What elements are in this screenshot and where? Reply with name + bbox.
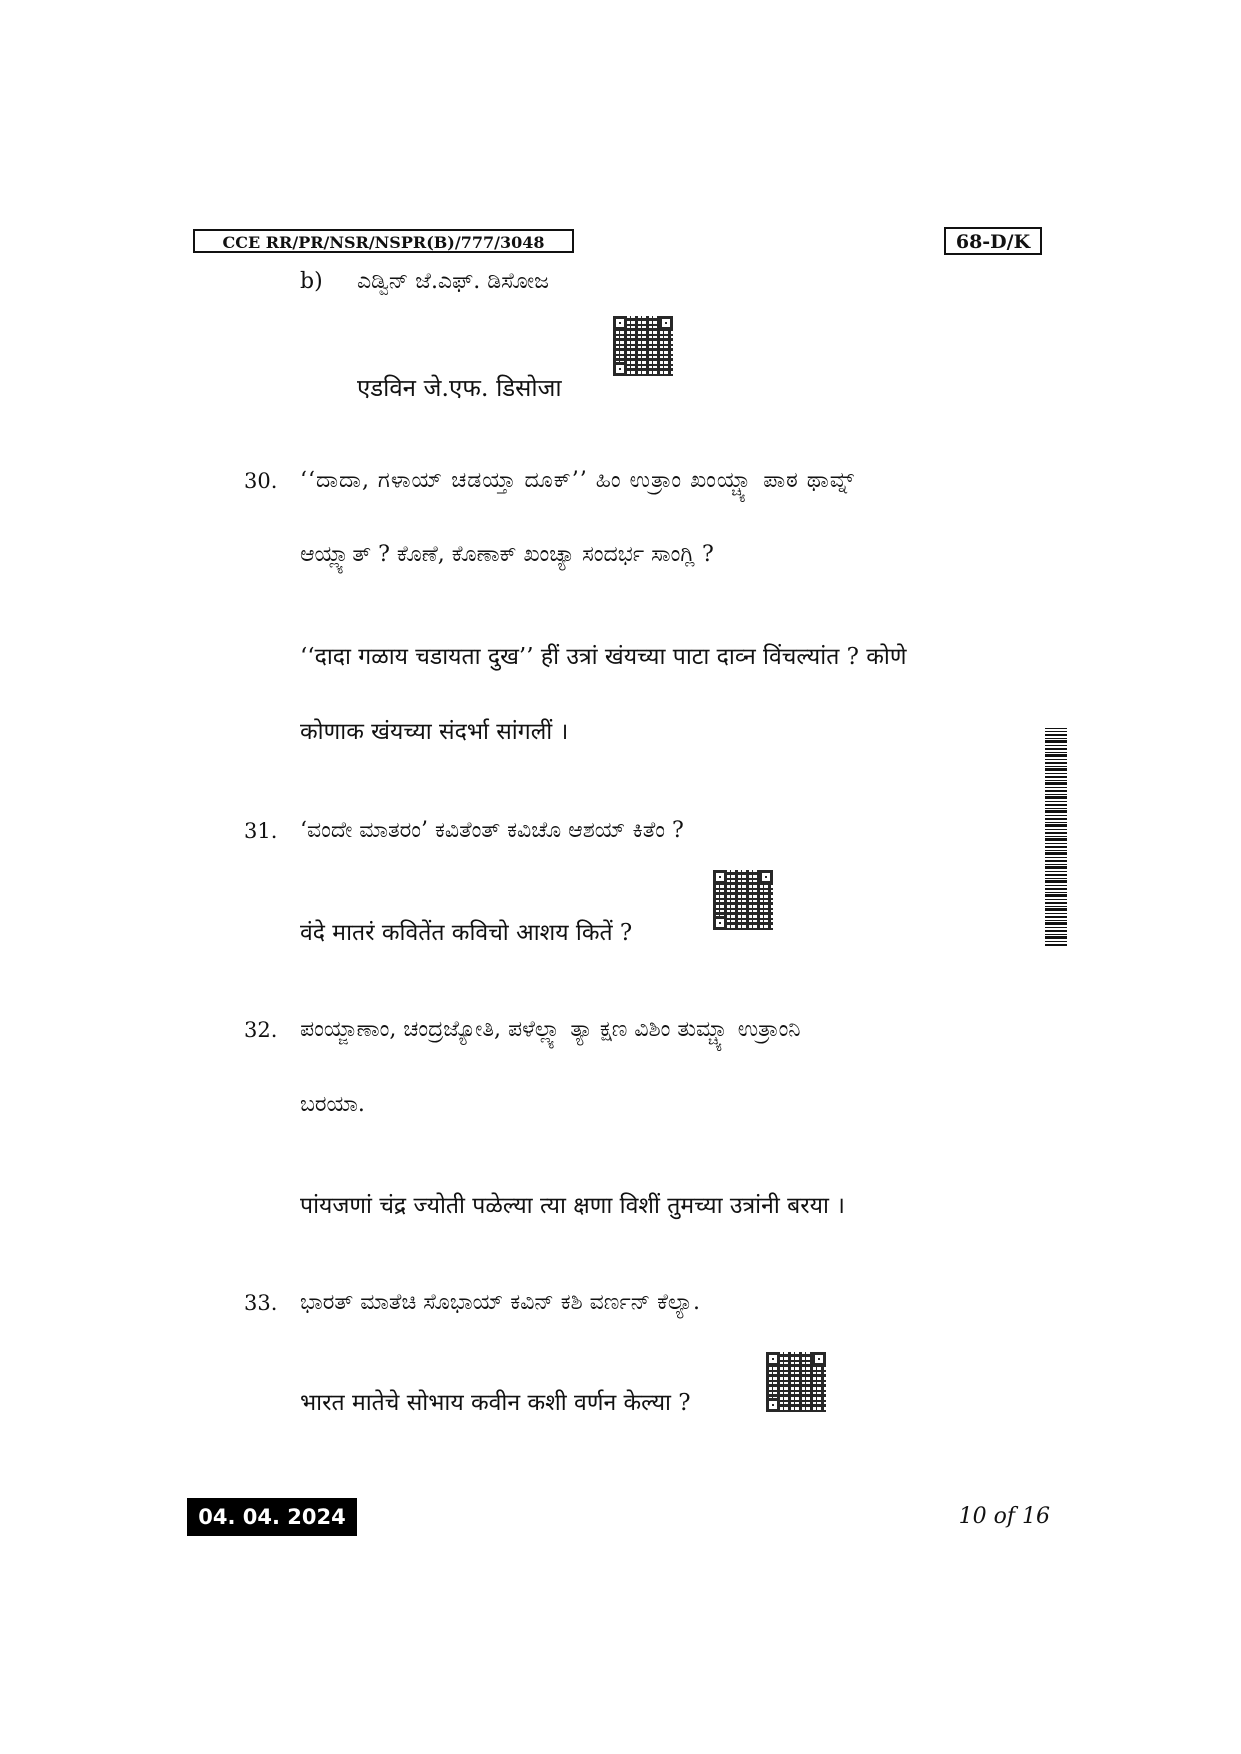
question-kannada-line: ಭಾರತ್ ಮಾತೆಚಿ ಸೊಭಾಯ್ ಕವಿನ್ ಕಶಿ ವರ್ಣನ್ ಕೆಲ್ಯಾ. (300, 1290, 700, 1315)
question-kannada-line: ಬರಯಾ. (300, 1092, 365, 1117)
question-kannada-line: ಪಂಯ್ಜಾಣಾಂ, ಚಂದ್ರಜ್ಯೋತಿ, ಪಳೆಲ್ಲ್ಯಾ ತ್ಯಾ ಕ್ಷಣ ವಿಶಿಂ ತುಮ್ಚ್ಯಾ ಉತ್ರಾಂನಿ (300, 1017, 801, 1042)
qr-code-icon (713, 870, 773, 930)
qr-code-icon (613, 316, 673, 376)
qr-code-icon (766, 1352, 826, 1412)
option-b-kannada: ಎಡ್ವಿನ್ ಜೆ.ಎಫ್. ಡಿಸೋಜ (357, 269, 549, 294)
exam-code: CCE RR/PR/NSR/NSPR(B)/777/3048 (193, 229, 574, 253)
paper-code: 68-D/K (944, 227, 1042, 255)
exam-date: 04. 04. 2024 (187, 1498, 357, 1536)
option-b-devanagari: एडविन जे.एफ. डिसोजा (357, 374, 562, 402)
question-number: 30. (244, 469, 278, 493)
question-devanagari-line: कोणाक खंयच्या संदर्भा सांगलीं । (300, 719, 569, 745)
option-b-label: b) (300, 269, 323, 294)
question-kannada-line: ಆಯ್ಲ್ಯಾತ್ ? ಕೊಣೆ, ಕೊಣಾಕ್ ಖಂಚ್ಯಾ ಸಂದರ್ಭ ಸಾಂಗ್ಲಿ ? (300, 542, 714, 567)
question-devanagari-line: भारत मातेचे सोभाय कवीन कशी वर्णन केल्या ? (300, 1390, 691, 1416)
barcode (1045, 728, 1067, 946)
question-devanagari-line: ‘‘दादा गळाय चडायता दुख’’ हीं उत्रां खंयच्या पाटा दाव्न विंचल्यांत ? कोणे (300, 644, 907, 670)
question-number: 31. (244, 819, 278, 843)
question-number: 32. (244, 1018, 278, 1042)
question-devanagari-line: वंदे मातरं कवितेंत कविचो आशय कितें ? (300, 920, 633, 946)
question-kannada-line: ‘ವಂದೇ ಮಾತರಂ’ ಕವಿತೆಂತ್ ಕವಿಚೊ ಆಶಯ್ ಕಿತೆಂ ? (300, 818, 684, 843)
question-kannada-line: ‘‘ದಾದಾ, ಗಳಾಯ್ ಚಡಯ್ತಾ ದೂಕ್’’ ಹಿಂ ಉತ್ರಾಂ ಖಂಯ್ಚ್ಯಾ ಪಾಠ ಥಾವ್ನ್ (300, 468, 855, 493)
page-number: 10 of 16 (958, 1504, 1050, 1529)
question-number: 33. (244, 1291, 278, 1315)
question-devanagari-line: पांयजणां चंद्र ज्योती पळेल्या त्या क्षणा विशीं तुमच्या उत्रांनी बरया । (300, 1193, 846, 1219)
